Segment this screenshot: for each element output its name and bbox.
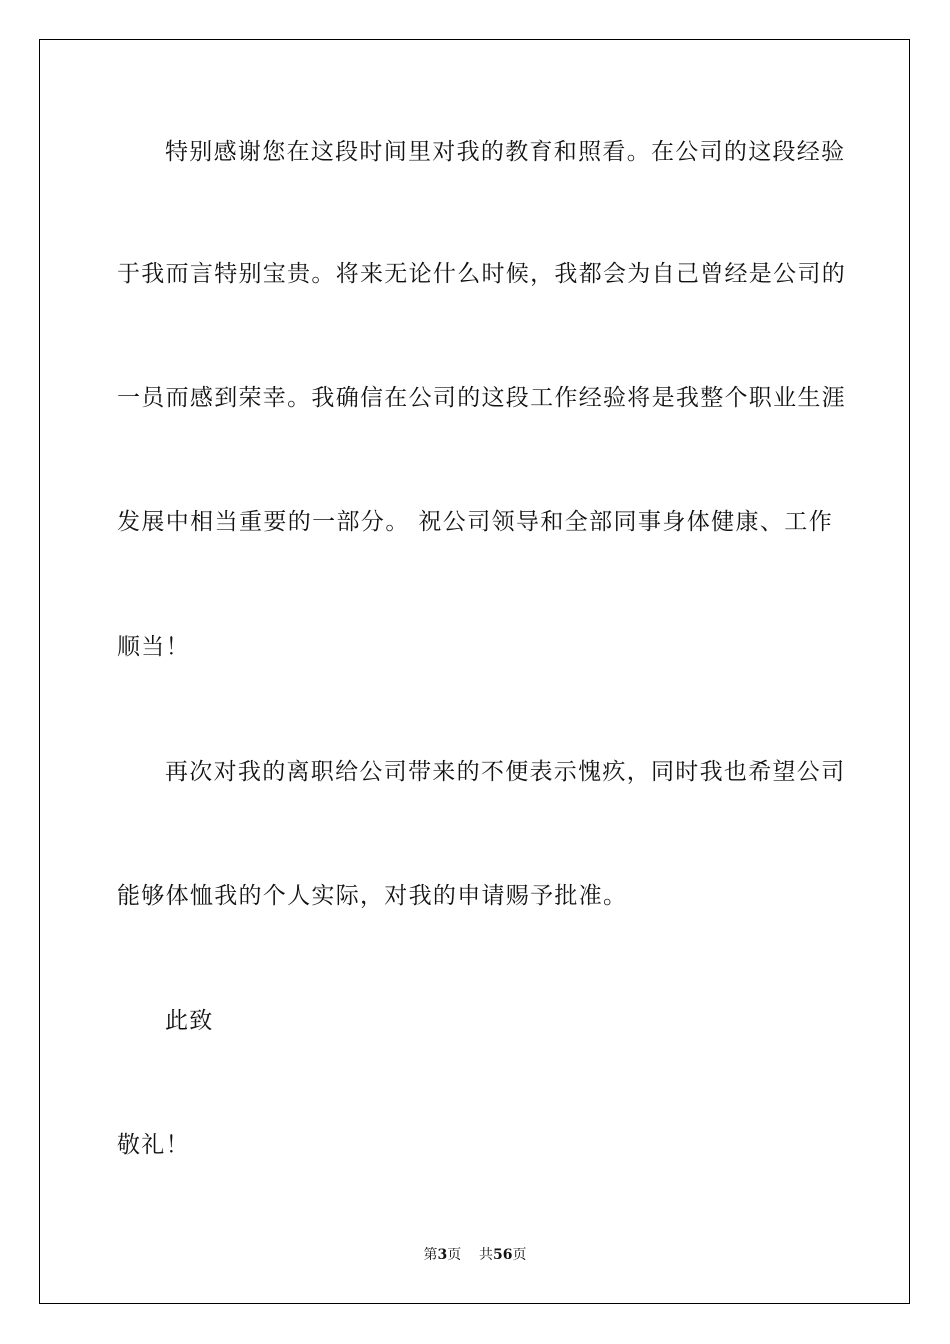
footer-total-suffix: 页 [512,1247,527,1263]
footer-page-suffix: 页 [447,1247,462,1263]
letter-line-3: 一员而感到荣幸。我确信在公司的这段工作经验将是我整个职业生涯 [117,385,846,411]
letter-line-4: 发展中相当重要的一部分。 祝公司领导和全部同事身体健康、工作 [117,509,833,535]
footer-total-pages: 56 [493,1247,513,1263]
footer-total-prefix: 共 [479,1247,494,1263]
footer-page-prefix: 第 [423,1247,438,1263]
letter-line-6: 再次对我的离职给公司带来的不便表示愧疚，同时我也希望公司 [165,759,846,785]
letter-line-2: 于我而言特别宝贵。将来无论什么时候，我都会为自己曾经是公司的 [117,261,846,287]
page-border [39,39,910,1304]
letter-line-1: 特别感谢您在这段时间里对我的教育和照看。在公司的这段经验 [165,139,846,165]
footer-page-number: 3 [437,1247,448,1263]
closing-salutation: 此致 [165,1008,214,1034]
page-footer [0,1246,950,1264]
letter-line-5: 顺当！ [117,634,190,660]
closing-regards: 敬礼！ [117,1132,190,1158]
letter-line-7: 能够体恤我的个人实际，对我的申请赐予批准。 [117,883,628,909]
